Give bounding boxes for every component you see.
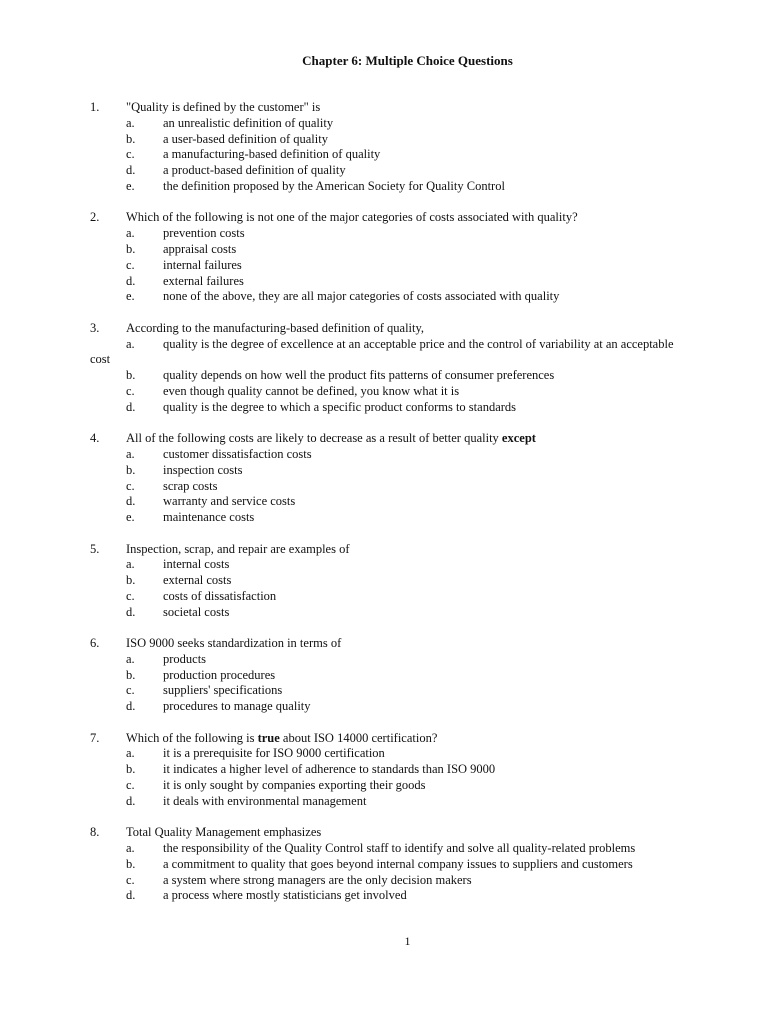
option-e xyxy=(0,179,768,195)
option-text: the definition proposed by the American Society for Quality Control xyxy=(163,178,505,193)
option-c xyxy=(0,683,768,699)
option-d xyxy=(0,163,768,179)
option-b xyxy=(0,857,768,873)
question-stem xyxy=(0,636,768,652)
option-text: external costs xyxy=(163,573,232,588)
option-letter: b. xyxy=(126,856,136,871)
option-letter: a. xyxy=(126,336,135,351)
question-stem xyxy=(0,731,768,747)
question-stem xyxy=(0,542,768,558)
option-letter: b. xyxy=(126,131,136,146)
option-letter: b. xyxy=(126,762,136,777)
option-letter: a. xyxy=(126,446,135,461)
question-stem xyxy=(0,431,768,447)
option-d xyxy=(0,699,768,715)
option-text: even though quality cannot be defined, you know what it is xyxy=(163,383,460,398)
option-text: none of the above, they are all major categories of costs associated with quality xyxy=(163,289,560,304)
option-letter: e. xyxy=(126,289,135,304)
option-text: quality depends on how well the product fits patterns of consumer preferences xyxy=(163,368,555,383)
option-letter: a. xyxy=(126,746,135,761)
option-letter: c. xyxy=(126,778,135,793)
question-number: 7. xyxy=(90,730,100,745)
option-letter: d. xyxy=(126,273,136,288)
question-8 xyxy=(0,825,768,904)
option-c xyxy=(0,384,768,400)
option-letter: a. xyxy=(126,226,135,241)
question-number: 1. xyxy=(90,100,100,114)
option-text: maintenance costs xyxy=(163,510,255,525)
question-3 xyxy=(0,321,768,416)
question-stem xyxy=(0,321,768,337)
option-letter: d. xyxy=(126,699,136,714)
option-letter: d. xyxy=(126,163,136,178)
option-letter: d. xyxy=(126,793,136,808)
question-stem xyxy=(0,210,768,226)
option-e xyxy=(0,510,768,526)
option-d xyxy=(0,794,768,810)
question-number: 3. xyxy=(90,320,100,335)
question-emphasis: true xyxy=(257,730,280,745)
option-letter: b. xyxy=(126,667,136,682)
page-number: 1 xyxy=(404,934,411,948)
option-d xyxy=(0,494,768,510)
option-c xyxy=(0,873,768,889)
question-6 xyxy=(0,636,768,715)
option-text: inspection costs xyxy=(163,462,243,477)
option-text: customer dissatisfaction costs xyxy=(163,446,312,461)
option-letter: c. xyxy=(126,257,135,272)
option-letter: d. xyxy=(126,604,136,619)
option-e xyxy=(0,289,768,305)
option-a xyxy=(0,652,768,668)
option-text: a commitment to quality that goes beyond internal company issues to suppliers and customers xyxy=(163,856,633,871)
question-number: 8. xyxy=(90,825,100,840)
question-text-main: All of the following costs are likely to decrease as a result of better quality xyxy=(126,431,502,446)
option-text: prevention costs xyxy=(163,226,245,241)
option-text: it deals with environmental management xyxy=(163,793,367,808)
option-letter: d. xyxy=(126,399,136,414)
option-text: appraisal costs xyxy=(163,241,237,256)
option-text: external failures xyxy=(163,273,244,288)
option-letter: a. xyxy=(126,115,135,130)
option-text: suppliers' specifications xyxy=(163,683,283,698)
question-text: "Quality is defined by the customer" is xyxy=(126,100,321,114)
option-letter: a. xyxy=(126,557,135,572)
option-a xyxy=(0,746,768,762)
option-text: production procedures xyxy=(163,667,276,682)
question-stem xyxy=(0,100,768,116)
question-7 xyxy=(0,731,768,810)
question-5 xyxy=(0,542,768,621)
option-letter: d. xyxy=(126,494,136,509)
option-b xyxy=(0,668,768,684)
option-letter: e. xyxy=(126,178,135,193)
option-text: scrap costs xyxy=(163,478,218,493)
option-d xyxy=(0,400,768,416)
option-text: internal costs xyxy=(163,557,230,572)
option-b xyxy=(0,368,768,384)
option-letter: d. xyxy=(126,888,136,903)
option-d xyxy=(0,605,768,621)
option-c xyxy=(0,147,768,163)
question-text-tail: about ISO 14000 certification? xyxy=(279,730,438,745)
option-d xyxy=(0,274,768,290)
question-text-main: Which of the following is xyxy=(126,730,258,745)
option-letter: a. xyxy=(126,651,135,666)
question-text: Inspection, scrap, and repair are examples of xyxy=(126,541,350,556)
option-letter: c. xyxy=(126,683,135,698)
option-c xyxy=(0,589,768,605)
option-b xyxy=(0,463,768,479)
option-text: it is a prerequisite for ISO 9000 certification xyxy=(163,746,385,761)
question-number: 2. xyxy=(90,210,100,225)
option-text: a product-based definition of quality xyxy=(163,163,346,178)
question-number: 4. xyxy=(90,431,100,446)
option-text: procedures to manage quality xyxy=(163,699,311,714)
option-a xyxy=(0,447,768,463)
option-letter: c. xyxy=(126,383,135,398)
option-b xyxy=(0,242,768,258)
option-b xyxy=(0,762,768,778)
option-text: internal failures xyxy=(163,257,242,272)
option-letter: b. xyxy=(126,462,136,477)
question-emphasis: except xyxy=(501,431,536,446)
question-number: 5. xyxy=(90,541,100,556)
option-text: a process where mostly statisticians get involved xyxy=(163,888,407,903)
question-text xyxy=(126,431,536,447)
option-a xyxy=(0,337,768,369)
option-letter: c. xyxy=(126,588,135,603)
option-text: costs of dissatisfaction xyxy=(163,588,277,603)
option-text: a user-based definition of quality xyxy=(163,131,328,146)
question-4 xyxy=(0,431,768,526)
option-text: warranty and service costs xyxy=(163,494,296,509)
option-text: the responsibility of the Quality Control staff to identify and solve all quality-related problems xyxy=(163,841,636,856)
option-text: quality is the degree to which a specific product conforms to standards xyxy=(163,399,517,414)
option-letter: b. xyxy=(126,368,136,383)
option-a xyxy=(0,557,768,573)
question-text: Total Quality Management emphasizes xyxy=(126,825,322,840)
option-c xyxy=(0,778,768,794)
option-c xyxy=(0,258,768,274)
option-text: societal costs xyxy=(163,604,230,619)
option-letter: c. xyxy=(126,872,135,887)
question-text: According to the manufacturing-based definition of quality, xyxy=(126,320,425,335)
option-a xyxy=(0,116,768,132)
option-d xyxy=(0,888,768,904)
option-b xyxy=(0,573,768,589)
question-list xyxy=(0,100,768,920)
option-a xyxy=(0,226,768,242)
question-2 xyxy=(0,210,768,305)
question-text xyxy=(126,731,437,747)
option-text: a manufacturing-based definition of quality xyxy=(163,147,381,162)
option-text: an unrealistic definition of quality xyxy=(163,115,334,130)
option-text: quality is the degree of excellence at an acceptable price and the control of variability at an acceptable cost xyxy=(90,336,674,367)
option-text: a system where strong managers are the only decision makers xyxy=(163,872,472,887)
option-letter: a. xyxy=(126,841,135,856)
option-b xyxy=(0,132,768,148)
option-letter: b. xyxy=(126,573,136,588)
option-c xyxy=(0,479,768,495)
question-stem xyxy=(0,825,768,841)
question-text: ISO 9000 seeks standardization in terms of xyxy=(126,636,342,651)
page-title: Chapter 6: Multiple Choice Questions xyxy=(302,53,513,68)
option-letter: b. xyxy=(126,241,136,256)
option-text: it indicates a higher level of adherence to standards than ISO 9000 xyxy=(163,762,496,777)
question-1 xyxy=(0,100,768,195)
option-text: products xyxy=(163,651,207,666)
option-letter: c. xyxy=(126,478,135,493)
option-letter: c. xyxy=(126,147,135,162)
question-text: Which of the following is not one of the major categories of costs associated with quality? xyxy=(126,210,578,225)
option-text: it is only sought by companies exporting their goods xyxy=(163,778,426,793)
option-a xyxy=(0,841,768,857)
option-letter: e. xyxy=(126,510,135,525)
question-number: 6. xyxy=(90,636,100,651)
